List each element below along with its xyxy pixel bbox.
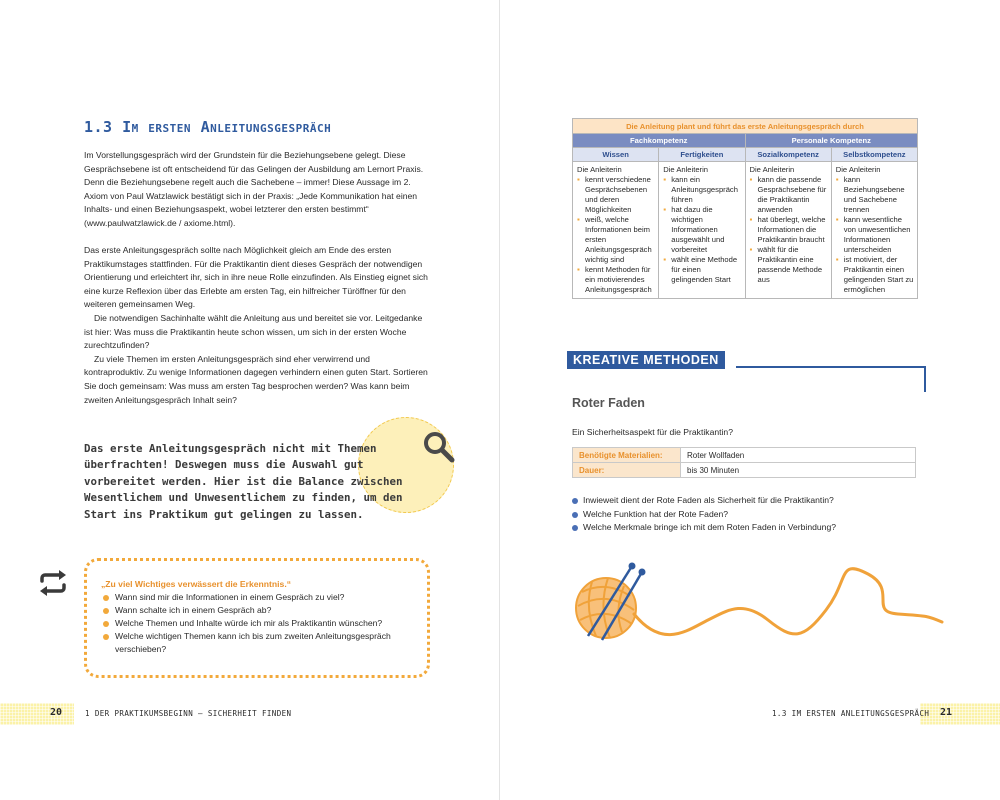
reflection-heading: „Zu viel Wichtiges verwässert die Erkenntnis.“: [101, 579, 292, 589]
method-question-item: Inwieweit dient der Rote Faden als Sicherheit für die Praktikantin?: [572, 494, 836, 508]
cell-list: [663, 175, 741, 285]
method-question: Ein Sicherheitsaspekt für die Praktikantin?: [572, 427, 733, 437]
cell-item: ▪ kennt verschiedene Gesprächsebenen und deren Möglichkeiten: [577, 175, 655, 215]
reflection-item: Welche Themen und Inhalte würde ich mir als Praktikantin wünschen?: [101, 617, 413, 630]
reflection-box: [84, 558, 430, 678]
cell-list: [577, 175, 655, 295]
column-header-wissen: Wissen: [573, 148, 659, 162]
column-header-sozial: Sozialkompetenz: [745, 148, 831, 162]
table-cell-fertigkeiten: [659, 162, 745, 299]
table-title: Die Anleitung plant und führt das erste Anleitungsgespräch durch: [573, 119, 918, 134]
cell-list: [750, 175, 828, 285]
cell-item: ▪ kann die passende Gesprächsebene für die Praktikantin anwenden: [750, 175, 828, 215]
page-number-left: 20: [50, 707, 63, 718]
materials-table: [572, 447, 916, 478]
repeat-icon: [38, 570, 68, 596]
cell-item: ▪ ist motiviert, der Praktikantin einen gelingenden Start zu ermöglichen: [836, 255, 914, 295]
cell-item: ▪ kann wesentliche von unwesentlichen Informationen unterscheiden: [836, 215, 914, 255]
method-question-item: Welche Merkmale bringe ich mit dem Roten Faden in Verbindung?: [572, 521, 836, 535]
duration-label: Dauer:: [573, 463, 681, 478]
yarn-ball-illustration: [568, 560, 948, 650]
cell-intro: Die Anleiterin: [663, 165, 708, 174]
methods-rule-tick: [924, 366, 926, 392]
reflection-item: Welche wichtigen Themen kann ich bis zum zweiten Anleitungsgespräch verschieben?: [101, 630, 413, 656]
footer-bar-right: [920, 703, 1000, 725]
group-header-fach: Fachkompetenz: [573, 134, 746, 148]
cell-list: [836, 175, 914, 295]
column-header-fertigkeiten: Fertigkeiten: [659, 148, 745, 162]
paragraph-2: Das erste Anleitungsgespräch sollte nach Möglichkeit gleich am Ende des ersten Praktikumstages stattfinden. Für die Praktikantin dient dieses Gespräch der notwendigen Orientierung und erleichtert ihr, sich in ihre neue Rolle einzufinden. Als Einstieg eignet sich eine kurze Reflexion über das Erlebte am ersten Tag, ein hilfreicher Türöffner für den weiteren gemeinsamen Weg.: [84, 245, 428, 310]
method-question-item: Welche Funktion hat der Rote Faden?: [572, 508, 836, 522]
cell-item: ▪ kann Beziehungsebene und Sachebene trennen: [836, 175, 914, 215]
cell-item: ▪ hat dazu die wichtigen Informationen ausgewählt und vorbereitet: [663, 205, 741, 255]
column-header-selbst: Selbstkompetenz: [831, 148, 917, 162]
table-cell-wissen: [573, 162, 659, 299]
cell-item: ▪ hat überlegt, welche Informationen die Praktikantin braucht: [750, 215, 828, 245]
cell-item: ▪ kann ein Anleitungsgespräch führen: [663, 175, 741, 205]
creative-methods-label: KREATIVE METHODEN: [567, 351, 725, 369]
reflection-item: Wann sind mir die Informationen in einem Gespräch zu viel?: [101, 591, 413, 604]
reflection-item: Wann schalte ich in einem Gespräch ab?: [101, 604, 413, 617]
cell-intro: Die Anleiterin: [835, 165, 881, 174]
paragraph-1: Im Vorstellungsgespräch wird der Grundstein für die Beziehungsebene gelegt. Diese Gesprächsebene ist oft entscheidend für das Gelingen der Ausbildung am Lernort Praxis. Denn die Beziehungsebene regelt auch die Sachebene – immer! Diese Aussage im 2. Axiom von Paul Watzlawick bestätigt sich in der Praxis: „Jede Kommunikation hat einen Inhalts- und einen Beziehungsaspekt, wobei letzterer den ersten bestimmt“ (www.paulwatzlawick.de / axiome.html).: [84, 150, 424, 228]
cell-intro: Die Anleiterin: [749, 165, 795, 174]
running-head-left: 1 DER PRAKTIKUMSBEGINN – SICHERHEIT FINDEN: [85, 709, 292, 718]
paragraph-4: Zu viele Themen im ersten Anleitungsgespräch sind eher verwirrend und kontraproduktiv. Zu wenige Informationen dagegen verhindern einen guten Start. Sortieren Sie doch gemeinsam: Was muss am ersten Tag besprochen werden? Was kann beim zweiten Anleitungsgespräch Inhalt sein?: [84, 353, 428, 405]
running-head-right: 1.3 IM ERSTEN ANLEITUNGSGESPRÄCH: [772, 709, 930, 718]
reflection-list: [101, 591, 413, 656]
cell-intro: Die Anleiterin: [577, 165, 622, 174]
materials-label: Benötigte Materialien:: [573, 448, 681, 463]
footer-bar-left: [0, 703, 74, 725]
cell-item: ▪ wählt eine Methode für einen gelingenden Start: [663, 255, 741, 285]
cell-item: ▪ kennt Methoden für ein motivierendes Anleitungsgespräch: [577, 265, 655, 295]
cell-item: ▪ wählt für die Praktikantin eine passende Methode aus: [750, 245, 828, 285]
section-title: 1.3 Im ersten Anleitungsgespräch: [84, 118, 332, 136]
materials-value: Roter Wollfaden: [681, 448, 916, 463]
method-title: Roter Faden: [572, 396, 645, 410]
body-paragraphs: [84, 244, 429, 407]
paragraph-3: Die notwendigen Sachinhalte wählt die Anleitung aus und bereitet sie vor. Leitgedanke ist hier: Was muss die Praktikantin heute schon wissen, um sich in der ersten Woche zurechtzufinden?: [84, 312, 423, 351]
competence-table: [572, 118, 918, 299]
group-header-personal: Personale Kompetenz: [745, 134, 918, 148]
page-number-right: 21: [940, 707, 953, 718]
cell-item: ▪ weiß, welche Informationen beim ersten Anleitungsgespräch wichtig sind: [577, 215, 655, 265]
duration-value: bis 30 Minuten: [681, 463, 916, 478]
table-cell-selbst: [831, 162, 917, 299]
method-questions: [572, 494, 836, 535]
methods-rule: [736, 366, 925, 368]
intro-paragraph: [84, 149, 429, 231]
key-quote: Das erste Anleitungsgespräch nicht mit Themen überfrachten! Deswegen muss die Auswahl gut vorbereitet werden. Hier ist die Balance zwischen Wesentlichem und Unwesentlichem zu finden, um den Start ins Praktikum gut gelingen zu lassen.: [84, 442, 403, 521]
table-cell-sozial: [745, 162, 831, 299]
